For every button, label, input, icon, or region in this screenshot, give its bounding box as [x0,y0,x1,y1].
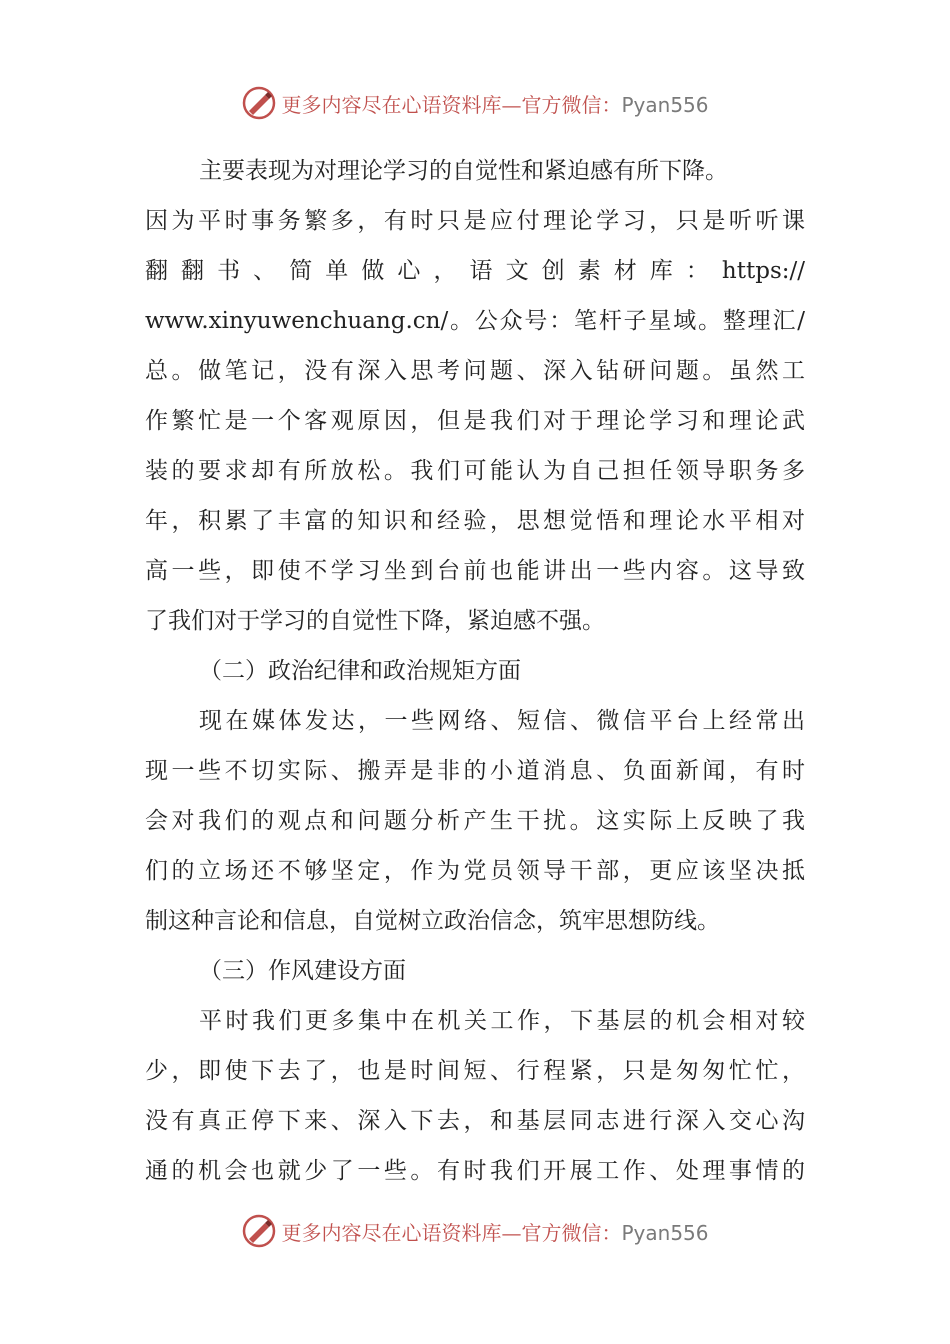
text-line: 翻翻书、简单做心，语文创素材库：https:// [145,258,805,284]
footer-banner [0,1211,950,1251]
header-banner [0,83,950,123]
text-line: 制这种言论和信息，自觉树立政治信念，筑牢思想防线。 [145,908,720,934]
section-heading: （二）政治纪律和政治规矩方面 [199,658,521,684]
text-line: 们的立场还不够坚定，作为党员领导干部，更应该坚决抵 [145,858,805,884]
text-line: 现一些不切实际、搬弄是非的小道消息、负面新闻，有时 [145,758,805,784]
text-line: 会对我们的观点和问题分析产生干扰。这实际上反映了我 [145,808,805,834]
text-line: 了我们对于学习的自觉性下降，紧迫感不强。 [145,608,605,634]
text-line: 少，即使下去了，也是时间短、行程紧，只是匆匆忙忙， [145,1058,805,1084]
text-line: 年，积累了丰富的知识和经验，思想觉悟和理论水平相对 [145,508,805,534]
document-body [145,146,805,1196]
section-heading: （三）作风建设方面 [199,958,406,984]
text-line: 作繁忙是一个客观原因，但是我们对于理论学习和理论武 [145,408,805,434]
banner-main-text: 更多内容尽在心语资料库—官方微信： [281,92,622,117]
text-line: 没有真正停下来、深入下去，和基层同志进行深入交心沟 [145,1108,805,1134]
text-line: 高一些，即使不学习坐到台前也能讲出一些内容。这导致 [145,558,805,584]
pen-logo-icon [241,1213,277,1249]
text-line: 通的机会也就少了一些。有时我们开展工作、处理事情的 [145,1158,805,1184]
text-line: www.xinyuwenchuang.cn/。公众号：笔杆子星域。整理汇/ [145,308,805,334]
pen-logo-icon [241,85,277,121]
banner-text [281,1217,708,1246]
banner-text [281,89,708,118]
text-line: 现在媒体发达，一些网络、短信、微信平台上经常出 [199,708,805,734]
banner-main-text: 更多内容尽在心语资料库—官方微信： [281,1220,622,1245]
text-line: 总。做笔记，没有深入思考问题、深入钻研问题。虽然工 [145,358,805,384]
text-line: 因为平时事务繁多，有时只是应付理论学习，只是听听课 [145,208,805,234]
banner-wechat-id: Pyan556 [621,1220,709,1245]
text-line: 装的要求却有所放松。我们可能认为自己担任领导职务多 [145,458,805,484]
text-line: 平时我们更多集中在机关工作，下基层的机会相对较 [199,1008,805,1034]
text-line: 主要表现为对理论学习的自觉性和紧迫感有所下降。 [199,158,728,184]
banner-wechat-id: Pyan556 [621,92,709,117]
